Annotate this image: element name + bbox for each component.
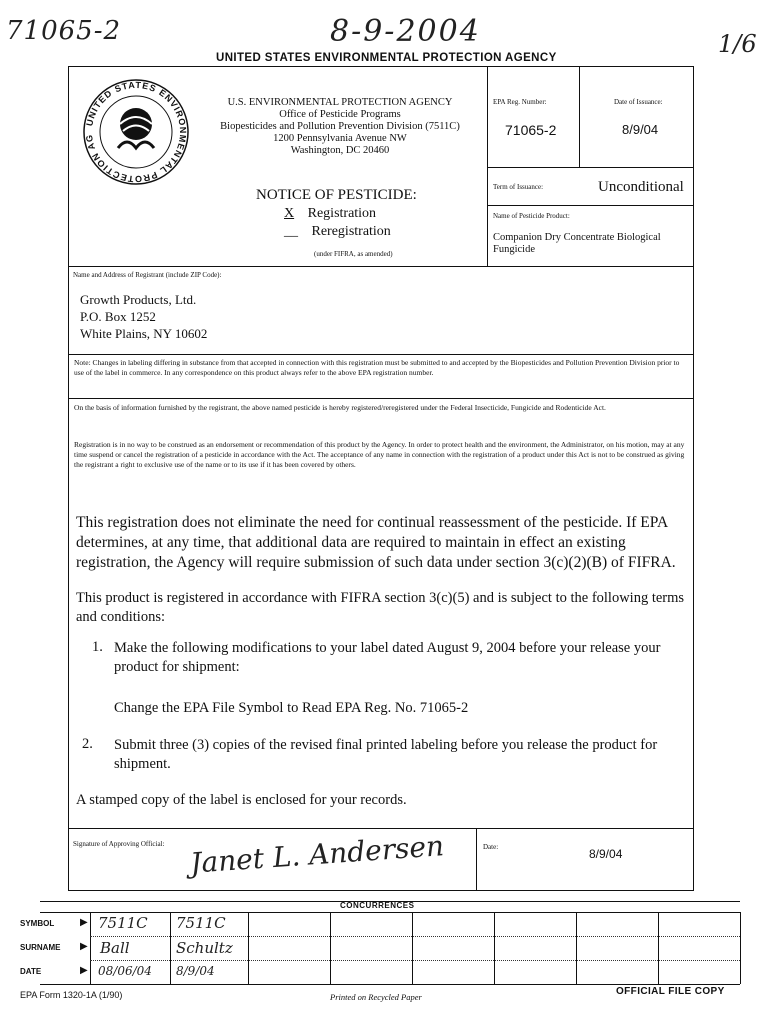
agency-title: UNITED STATES ENVIRONMENTAL PROTECTION AGENCY [216, 52, 557, 64]
recycled-paper-note: Printed on Recycled Paper [330, 992, 422, 1002]
closing-sentence: A stamped copy of the label is enclosed for your records. [76, 792, 407, 808]
reregistration-label: Reregistration [311, 224, 391, 239]
issuance-date-label: Date of Issuance: [614, 98, 663, 106]
epa-seal-icon [80, 76, 192, 188]
reregistration-mark: __ [284, 224, 298, 239]
row-arrow-surname: ▶ [80, 941, 88, 952]
office-line-1: U.S. ENVIRONMENTAL PROTECTION AGENCY [227, 97, 453, 108]
symbol-cell-1: 7511C [98, 914, 148, 932]
condition-1-number: 1. [92, 639, 103, 655]
date-cell-2: 8/9/04 [176, 964, 215, 978]
handwritten-file-number: 71065-2 [6, 16, 122, 46]
row-label-surname: SURNAME [20, 943, 61, 952]
registrant-city: White Plains, NY 10602 [80, 326, 208, 341]
handwritten-date: 8-9-2004 [330, 14, 481, 49]
signature-date-value: 8/9/04 [589, 847, 623, 861]
symbol-cell-2: 7511C [176, 914, 226, 932]
condition-2-number: 2. [82, 736, 93, 752]
term-label: Term of Issuance: [493, 183, 544, 191]
office-line-5: Washington, DC 20460 [290, 145, 390, 156]
office-line-4: 1200 Pennsylvania Avenue NW [273, 133, 407, 144]
issuance-date-value: 8/9/04 [622, 122, 659, 137]
concurrences-title: CONCURRENCES [340, 901, 415, 910]
note-text: Note: Changes in labeling differing in substance from that accepted in connection with this registration must be submitted to and accepted by the Biopesticides and Pollution Prevention Division prior to use of the label in commerce. In any correspondence on this product always refer to the above EPA registration number. [74, 358, 680, 377]
registration-mark: X [284, 206, 295, 221]
notice-title: NOTICE OF PESTICIDE: [256, 187, 417, 203]
notice-under: (under FIFRA, as amended) [314, 250, 393, 258]
office-line-3: Biopesticides and Pollution Prevention Division (7511C) [220, 121, 460, 132]
registrant-name: Growth Products, Ltd. [80, 292, 197, 307]
official-file-copy: OFFICIAL FILE COPY [616, 986, 725, 997]
signature-date-label: Date: [483, 843, 499, 851]
surname-cell-2: Schultz [176, 939, 233, 957]
reassessment-paragraph: This registration does not eliminate the need for continual reassessment of the pesticide. If EPA determines, at any time, that additional data are required to maintain in effect an existing registration, the Agency will require submission of such data under section 3(c)(2)(B) of FIFRA. [76, 514, 676, 571]
condition-2-text: Submit three (3) copies of the revised final printed labeling before you release the product for shipment. [114, 737, 658, 772]
reg-number-value: 71065-2 [505, 122, 557, 138]
registrant-po-box: P.O. Box 1252 [80, 309, 156, 324]
office-line-2: Office of Pesticide Programs [279, 109, 401, 120]
product-name-value: Companion Dry Concentrate Biological Fungicide [493, 232, 661, 255]
notice-option-reregistration [284, 224, 391, 240]
epa-seal [80, 76, 192, 188]
handwritten-page: 1/6 [718, 30, 757, 58]
approving-official-signature: Janet L. Andersen [189, 829, 446, 880]
signature-label: Signature of Approving Official: [73, 840, 165, 848]
terms-paragraph: This product is registered in accordance with FIFRA section 3(c)(5) and is subject to the following terms and conditions: [76, 590, 685, 625]
registration-label: Registration [307, 206, 377, 221]
disclaimer-text: Registration is in no way to be construed as an endorsement or recommendation of this product by the Agency. In order to protect health and the environment, the Administrator, on his motion, may at any time suspend or cancel the registration of a pesticide in accordance with the Act. The acceptance of any name in connection with the registration of a product under this Act is not to be construed as giving the registrant a right to exclusive use of the name or to its use if it has been covered by others. [74, 440, 685, 469]
row-arrow-symbol: ▶ [80, 917, 88, 928]
registrant-label: Name and Address of Registrant (include ZIP Code): [73, 271, 222, 279]
reg-number-label: EPA Reg. Number: [493, 98, 547, 106]
row-label-date: DATE [20, 967, 42, 976]
office-address [200, 97, 480, 157]
registrant-address [80, 291, 207, 342]
basis-text: On the basis of information furnished by the registrant, the above named pesticide is hereby registered/reregistered under the Federal Insecticide, Fungicide and Rodenticide Act. [74, 403, 606, 412]
row-arrow-date: ▶ [80, 965, 88, 976]
surname-cell-1: Ball [100, 939, 130, 957]
condition-1-text: Make the following modifications to your label dated August 9, 2004 before your release your product for shipment: [114, 640, 661, 675]
date-cell-1: 08/06/04 [98, 964, 152, 978]
product-name-label: Name of Pesticide Product: [493, 212, 570, 220]
condition-1-detail: Change the EPA File Symbol to Read EPA Reg. No. 71065-2 [114, 700, 469, 716]
row-label-symbol: SYMBOL [20, 919, 55, 928]
form-number: EPA Form 1320-1A (1/90) [20, 990, 123, 1000]
svg-text:UNITED STATES ENVIRONMENTAL PR: UNITED STATES ENVIRONMENTAL PROTECTION AG [83, 79, 189, 185]
term-value: Unconditional [598, 179, 684, 195]
notice-option-registration [284, 206, 376, 222]
